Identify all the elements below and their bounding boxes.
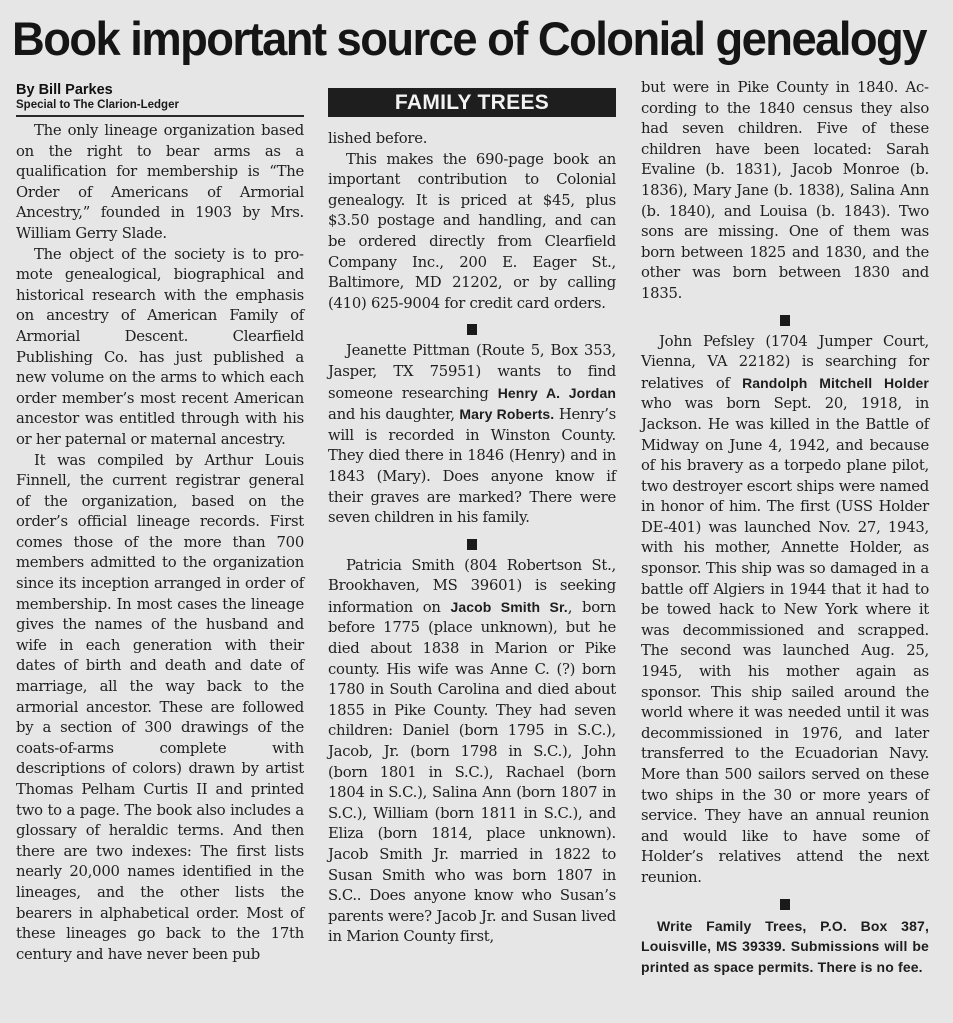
query-name: Randolph Mitchell Holder bbox=[742, 374, 929, 391]
article-paragraph: The only lineage organization based on the right to bear arms as a qualification for membership is “The Order of Americans of Armorial Ancestry,” founded in 1903 by Mrs. William Gerry Slade. bbox=[16, 122, 304, 242]
article-paragraph: The object of the society is to promote genealogical, biographical and historical research with the emphasis on ancestry of American Family of Armorial Descent. Clearfield Publishing Co. has just published a new volume on the arms to which each order member’s most recent American ancestor was entitled through with his or her paternal or maternal ancestry. bbox=[16, 245, 304, 448]
section-separator bbox=[641, 315, 929, 326]
query-text: who was born Sept. 20, 1918, in Jackson. He was killed in the Battle of Midway on June 4, 1942, and because of his bravery as a torpedo plane pilot, two destroyer escort ships were named in honor of him. The first (USS Holder DE-401) was launched Nov. 27, 1943, with his mother, Annette Holder, as sponsor. This ship was so damaged in a battle off Algiers in 1944 that it had to be towed hack to New York where it was decommissioned and scrapped. The second was launched Aug. 25, 1945, with his mother again as sponsor. This ship sailed around the world where it was needed until it was decommissioned in 1976, and later transferred to the Ecuadorian Navy. More than 500 sailors served on these two ships in the 30 or more years of service. They have an annual reunion and would like to have some of Holder’s relatives attend the next reunion. bbox=[641, 395, 929, 886]
column-3 bbox=[641, 78, 929, 977]
byline-affiliation: Special to The Clarion-Ledger bbox=[16, 99, 179, 111]
query-text: Henry’s will is recorded in Winston County. They died there in 1846 (Henry) and in 1843 (Mary). Does anyone know if their graves are marked? There were seven children in his family. bbox=[328, 406, 616, 527]
query-intro: John Pefsley (1704 Jumper Court, Vienna, VA 22182) is searching for relatives of bbox=[641, 332, 929, 392]
column-kicker: FAMILY TREES bbox=[328, 88, 616, 117]
section-separator bbox=[328, 324, 616, 335]
query-intro: Patricia Smith (804 Robertson St., Brookhaven, MS 39601) is seeking information on bbox=[328, 556, 616, 616]
separator-square-icon bbox=[780, 315, 790, 326]
query-name: Mary Roberts. bbox=[459, 406, 555, 423]
query-text: , born before 1775 (place unknown), but he died about 1838 in Marion or Pike county. His wife was Anne C. (?) born 1780 in South Carolina and died about 1855 in Pike County. They had seven children: Daniel (born 1795 in S.C.), Jacob, Jr. (born 1798 in S.C.), John (born 1801 in S.C.), Rachael (born 1804 in S.C.), Salina Ann (born 1807 in S.C.), William (born 1811 in S.C.), and Eliza (born 1814, place unknown). Jacob Smith Jr. married in 1822 to Susan Smith who was born 1807 in S.C.. Does anyone know who Susan’s parents were? Jacob Jr. and Susan lived in Marion County first, bbox=[328, 598, 616, 946]
section-separator bbox=[328, 539, 616, 550]
submission-note: Write Family Trees, P.O. Box 387, Louisville, MS 39339. Submissions will be printed as space permits. There is no fee. bbox=[641, 917, 929, 975]
query-paragraph bbox=[328, 556, 616, 948]
query-intro: Jeanette Pittman (Route 5, Box 353, Jasper, TX 75951) wants to find someone researching bbox=[328, 342, 616, 402]
query-name: Jacob Smith Sr. bbox=[450, 598, 568, 615]
query-paragraph bbox=[328, 341, 616, 528]
separator-square-icon bbox=[467, 324, 477, 335]
separator-square-icon bbox=[780, 899, 790, 910]
byline-author: By Bill Parkes bbox=[16, 82, 113, 98]
column-2 bbox=[328, 82, 616, 948]
article-paragraph: It was compiled by Arthur Louis Finnell, the current registrar general of the organization, based on the order’s official lineage records. First comes those of the more than 700 members admitted to the organization since its inception arranged in order of membership. In most cases the lineage gives the names of the husband and wife in each generation with their dates of birth and death and date of marriage, all the way back to the armorial ancestor. These are followed by a section of 300 drawings of the coats-of-arms complete with descriptions of colors) drawn by artist Thomas Pelham Curtis II and printed two to a page. The book also includes a glossary of heraldic terms. And then there are two indexes: The first lists nearly 20,000 names identified in the lineages, and the other lists the bearers in alphabetical order. Most of these lineages go back to the 17th century and have never been pub bbox=[16, 451, 304, 963]
article-paragraph: This makes the 690-page book an important contribution to Colonial genealogy. It is priced at $45, plus $3.50 postage and handling, and can be ordered directly from Clearfield Company Inc., 200 E. Eager St., Baltimore, MD 21202, or by calling (410) 625-9004 for credit card orders. bbox=[328, 150, 616, 312]
article-paragraph-continued: lished before. bbox=[328, 130, 428, 147]
query-paragraph bbox=[641, 332, 929, 889]
query-text: and his daughter, bbox=[328, 406, 460, 424]
headline: Book important source of Colonial genealogy bbox=[12, 12, 926, 65]
separator-square-icon bbox=[467, 539, 477, 550]
byline-rule bbox=[16, 115, 304, 117]
query-name: Henry A. Jordan bbox=[497, 384, 616, 401]
query-paragraph-continued: but were in Pike County in 1840. According to the 1840 census they also had seven children. Five of these children have been located: Sarah Evaline (b. 1831), Jacob Monroe (b. 1836), Mary Jane (b. 1838), Salina Ann (b. 1840), and Louisa (b. 1843). Two sons are missing. One of them was born between 1825 and 1830, and the other was born between 1830 and 1835. bbox=[641, 79, 929, 302]
section-separator bbox=[641, 899, 929, 910]
column-1 bbox=[16, 82, 304, 965]
